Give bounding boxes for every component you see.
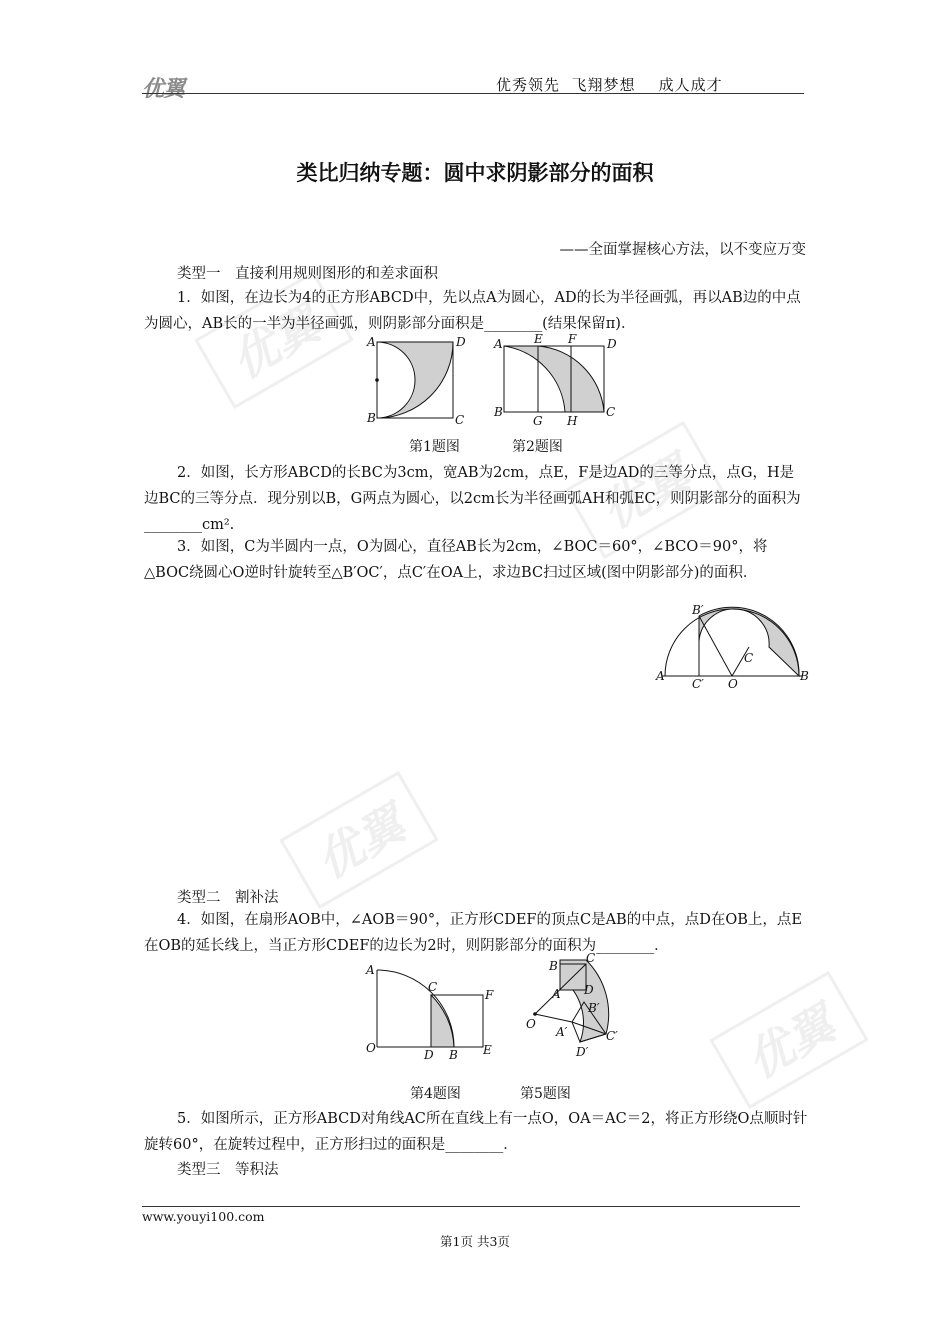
- watermark-4: 优翼: [709, 971, 869, 1109]
- fig3-label-a: A: [656, 669, 665, 683]
- caption-fig4: 第4题图: [410, 1086, 461, 1102]
- fig2-label-d: D: [607, 337, 617, 351]
- fig1-label-d: D: [456, 335, 466, 349]
- problem-4: 4．如图，在扇形AOB中，∠AOB＝90°，正方形CDEF的顶点C是AB的中点，点D在OB上，点E在OB的延长线上，当正方形CDEF的边长为2时，则阴影部分的面积为________．: [144, 912, 802, 954]
- figure-4: [362, 962, 502, 1062]
- fig4-label-f: F: [485, 988, 494, 1002]
- fig2-label-a: A: [494, 337, 503, 351]
- fig2-shade: [504, 346, 604, 412]
- fig5-line-oa-prime: [535, 1014, 572, 1022]
- fig2-label-f: F: [568, 332, 577, 346]
- fig2-label-b: B: [494, 405, 503, 419]
- fig3-label-b: B: [800, 669, 809, 683]
- page-subtitle: ——全面掌握核心方法，以不变应万变: [559, 242, 806, 258]
- caption-fig2: 第2题图: [512, 439, 563, 455]
- fig4-label-e: E: [483, 1043, 492, 1057]
- fig5-point-o: [533, 1012, 537, 1016]
- page-title: 类比归纳专题：圆中求阴影部分的面积: [296, 161, 654, 185]
- section-type1: 类型一 直接利用规则图形的和差求面积: [177, 266, 438, 282]
- problem-5: 5．如图所示，正方形ABCD对角线AC所在直线上有一点O，OA＝AC＝2，将正方形绕O点顺时针旋转60°，在旋转过程中，正方形扫过的面积是________．: [144, 1111, 808, 1153]
- figure-2: [490, 332, 620, 430]
- fig1-midpoint: [375, 378, 379, 382]
- header-slogan: 优秀领先 飞翔梦想 成人成才: [496, 76, 723, 94]
- fig2-label-g: G: [533, 414, 543, 428]
- section-type2: 类型二 割补法: [177, 890, 279, 906]
- header-rule: [142, 93, 804, 94]
- fig4-label-d: D: [424, 1048, 434, 1062]
- caption-fig5: 第5题图: [520, 1086, 571, 1102]
- watermark-3: 优翼: [279, 771, 439, 909]
- header-logo: 优翼: [142, 77, 185, 102]
- fig5-label-a-prime: A′: [556, 1025, 568, 1039]
- fig5-label-c-prime: C′: [606, 1029, 618, 1043]
- fig4-label-b: B: [449, 1048, 458, 1062]
- fig5-label-d-prime: D′: [576, 1045, 589, 1059]
- fig5-label-b-prime: B′: [588, 1001, 600, 1015]
- fig4-label-o: O: [366, 1041, 376, 1055]
- problem-1: 1．如图，在边长为4的正方形ABCD中，先以点A为圆心，AD的长为半径画弧，再以AB边的中点为圆心，AB长的一半为半径画弧，则阴影部分面积是________(结果保留π)．: [144, 290, 801, 332]
- fig3-shade: [699, 607, 799, 676]
- fig4-shade: [431, 995, 454, 1047]
- figure-3: [652, 602, 812, 690]
- footer-rule: [142, 1206, 800, 1207]
- fig3-label-b-prime: B′: [692, 603, 704, 617]
- fig5-label-b: B: [549, 959, 558, 973]
- fig2-label-e: E: [534, 332, 543, 346]
- fig5-label-o: O: [526, 1017, 536, 1031]
- fig5-label-d: D: [584, 983, 594, 997]
- section-type3: 类型三 等积法: [177, 1162, 279, 1178]
- fig5-label-a: A: [552, 987, 561, 1001]
- fig4-label-a: A: [366, 963, 375, 977]
- watermark-2: 优翼: [564, 421, 724, 559]
- problem-2: 2．如图，长方形ABCD的长BC为3cm，宽AB为2cm，点E，F是边AD的三等分点，点G，H是边BC的三等分点．现分别以B，G两点为圆心，以2cm长为半径画弧AH和弧EC，则阴影部分的面积为________cm².: [144, 465, 801, 533]
- caption-fig1: 第1题图: [409, 439, 460, 455]
- fig3-label-o: O: [728, 677, 738, 690]
- watermark-1: 优翼: [194, 271, 354, 409]
- fig5-label-c: C: [586, 952, 596, 965]
- problem-3: 3．如图，C为半圆内一点，O为圆心，直径AB长为2cm，∠BOC＝60°，∠BCO＝90°，将△BOC绕圆心O逆时针旋转至△B′OC′，点C′在OA上，求边BC扫过区域(图中阴影部分)的面积．: [144, 539, 768, 581]
- fig3-label-c-prime: C′: [692, 677, 704, 690]
- fig2-label-c: C: [606, 405, 616, 419]
- fig1-shade: [377, 342, 453, 418]
- footer-url[interactable]: www.youyi100.com: [142, 1209, 265, 1224]
- fig4-label-c: C: [428, 980, 438, 994]
- fig1-label-b: B: [367, 411, 376, 425]
- fig3-line-b-o: [699, 616, 732, 676]
- fig3-label-c: C: [744, 651, 754, 665]
- fig1-label-c: C: [455, 413, 465, 427]
- figure-1: [365, 332, 475, 430]
- fig2-label-h: H: [567, 414, 578, 428]
- figure-5: [520, 952, 630, 1064]
- fig1-label-a: A: [367, 335, 376, 349]
- footer-page-number: 第1页 共3页: [440, 1234, 510, 1249]
